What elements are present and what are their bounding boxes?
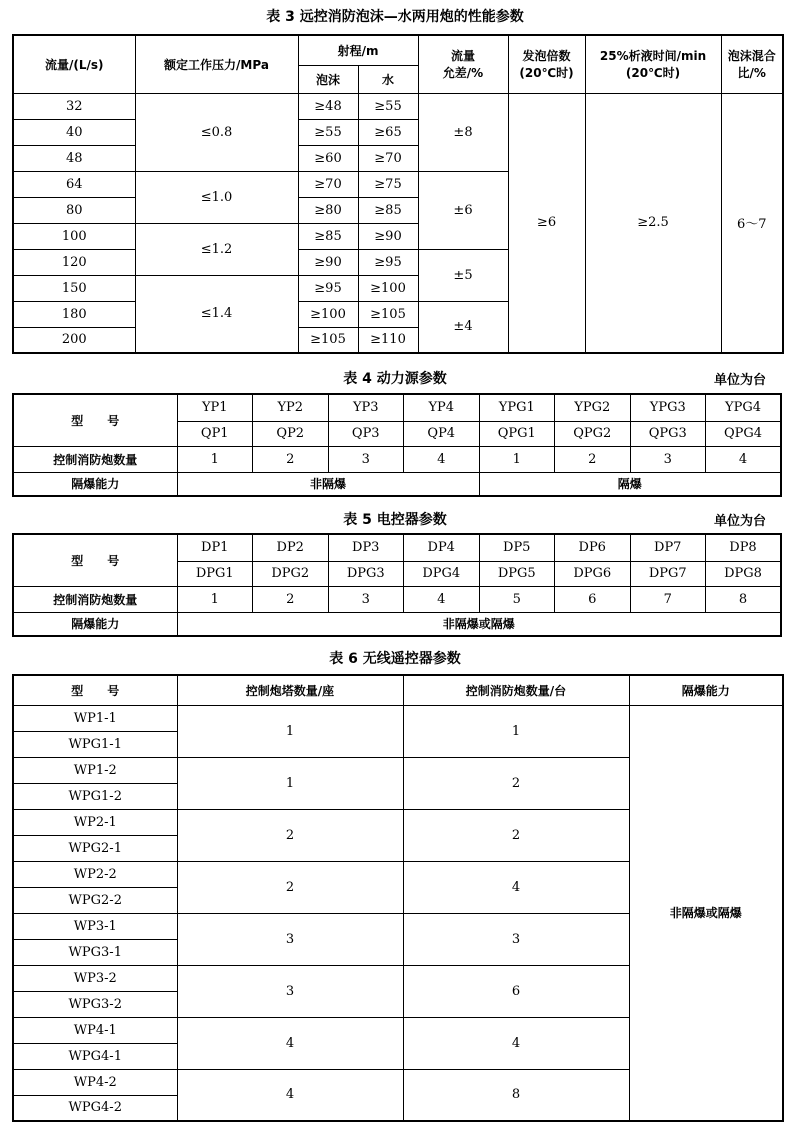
count-label: 控制消防炮数量 <box>13 586 177 612</box>
header-flow-tolerance-line1: 流量 <box>451 49 476 64</box>
model-cell: WPG1-1 <box>13 731 177 757</box>
model-cell: DP1 <box>177 534 253 561</box>
model-cell: YPG2 <box>555 394 631 421</box>
monitors-cell: 2 <box>403 757 629 809</box>
water-range-cell: ≥90 <box>358 223 418 249</box>
tolerance-cell: ±8 <box>418 93 508 171</box>
monitors-cell: 3 <box>403 913 629 965</box>
flow-cell: 150 <box>13 275 135 301</box>
flow-cell: 100 <box>13 223 135 249</box>
model-cell: DPG6 <box>555 561 631 586</box>
model-cell: YP1 <box>177 394 253 421</box>
model-cell: WPG2-1 <box>13 835 177 861</box>
header-flow: 流量/(L/s) <box>13 35 135 93</box>
model-cell: WP4-2 <box>13 1069 177 1095</box>
monitors-cell: 8 <box>403 1069 629 1121</box>
count-label: 控制消防炮数量 <box>13 446 177 472</box>
foam-range-cell: ≥80 <box>298 197 358 223</box>
tolerance-cell: ±5 <box>418 249 508 301</box>
monitors-cell: 4 <box>403 1017 629 1069</box>
model-cell: WP1-2 <box>13 757 177 783</box>
model-cell: WPG4-1 <box>13 1043 177 1069</box>
header-expansion-line1: 发泡倍数 <box>522 49 571 64</box>
header-range: 射程/m <box>298 35 418 65</box>
model-cell: WPG2-2 <box>13 887 177 913</box>
flow-cell: 32 <box>13 93 135 119</box>
model-cell: YPG4 <box>706 394 782 421</box>
model-cell: QPG1 <box>479 421 555 446</box>
water-range-cell: ≥110 <box>358 327 418 353</box>
model-cell: DPG4 <box>404 561 480 586</box>
model-cell: DP6 <box>555 534 631 561</box>
table3 <box>12 34 784 354</box>
water-range-cell: ≥100 <box>358 275 418 301</box>
header-mix-ratio <box>721 35 783 93</box>
flow-cell: 48 <box>13 145 135 171</box>
model-cell: DP7 <box>630 534 706 561</box>
header-expansion-line2: (20℃时) <box>519 66 574 81</box>
model-cell: WPG1-2 <box>13 783 177 809</box>
model-cell: WP1-1 <box>13 705 177 731</box>
table-row <box>13 705 783 731</box>
count-cell: 7 <box>630 586 706 612</box>
model-cell: YP3 <box>328 394 404 421</box>
expansion-cell: ≥6 <box>508 93 585 353</box>
foam-range-cell: ≥100 <box>298 301 358 327</box>
monitors-cell: 1 <box>403 705 629 757</box>
pressure-cell: ≤1.0 <box>135 171 298 223</box>
model-cell: WP4-1 <box>13 1017 177 1043</box>
flow-cell: 40 <box>13 119 135 145</box>
table4-unit: 单位为台 <box>713 373 766 388</box>
count-cell: 1 <box>479 446 555 472</box>
model-label: 型 号 <box>13 534 177 586</box>
header-mix-ratio-line2: 比/% <box>737 66 766 81</box>
header-model: 型 号 <box>13 675 177 705</box>
model-cell: YP4 <box>404 394 480 421</box>
explosion-label: 隔爆能力 <box>13 472 177 496</box>
pressure-cell: ≤0.8 <box>135 93 298 171</box>
count-cell: 4 <box>404 586 480 612</box>
towers-cell: 4 <box>177 1069 403 1121</box>
towers-cell: 3 <box>177 965 403 1017</box>
foam-range-cell: ≥90 <box>298 249 358 275</box>
water-range-cell: ≥65 <box>358 119 418 145</box>
towers-cell: 1 <box>177 705 403 757</box>
header-drain-time-line1: 25%析液时间/min <box>599 49 707 64</box>
model-cell: DPG2 <box>253 561 329 586</box>
model-cell: YPG1 <box>479 394 555 421</box>
model-cell: YPG3 <box>630 394 706 421</box>
tolerance-cell: ±6 <box>418 171 508 249</box>
count-cell: 2 <box>253 446 329 472</box>
foam-range-cell: ≥95 <box>298 275 358 301</box>
table4-caption: 表 4 动力源参数 <box>343 371 447 387</box>
pressure-cell: ≤1.2 <box>135 223 298 275</box>
model-cell: DPG7 <box>630 561 706 586</box>
model-cell: DPG5 <box>479 561 555 586</box>
pressure-cell: ≤1.4 <box>135 275 298 353</box>
table4 <box>12 393 782 497</box>
count-cell: 4 <box>404 446 480 472</box>
header-water: 水 <box>358 65 418 93</box>
model-cell: QP1 <box>177 421 253 446</box>
model-cell: QP4 <box>404 421 480 446</box>
model-cell: DP5 <box>479 534 555 561</box>
towers-cell: 2 <box>177 809 403 861</box>
monitors-cell: 2 <box>403 809 629 861</box>
towers-cell: 2 <box>177 861 403 913</box>
count-cell: 3 <box>630 446 706 472</box>
explosion-cell: 非隔爆或隔爆 <box>629 705 783 1121</box>
foam-range-cell: ≥55 <box>298 119 358 145</box>
table3-caption: 表 3 远控消防泡沫—水两用炮的性能参数 <box>266 9 524 25</box>
drain-time-cell: ≥2.5 <box>585 93 721 353</box>
foam-range-cell: ≥85 <box>298 223 358 249</box>
foam-range-cell: ≥60 <box>298 145 358 171</box>
flow-cell: 200 <box>13 327 135 353</box>
header-monitors: 控制消防炮数量/台 <box>403 675 629 705</box>
flow-cell: 180 <box>13 301 135 327</box>
explosion-label: 隔爆能力 <box>13 612 177 636</box>
header-foam: 泡沫 <box>298 65 358 93</box>
model-cell: QP2 <box>253 421 329 446</box>
explosion-value-left: 非隔爆 <box>177 472 479 496</box>
water-range-cell: ≥85 <box>358 197 418 223</box>
water-range-cell: ≥70 <box>358 145 418 171</box>
count-cell: 2 <box>253 586 329 612</box>
count-cell: 5 <box>479 586 555 612</box>
model-cell: WPG4-2 <box>13 1095 177 1121</box>
header-towers: 控制炮塔数量/座 <box>177 675 403 705</box>
foam-range-cell: ≥105 <box>298 327 358 353</box>
count-cell: 2 <box>555 446 631 472</box>
header-drain-time <box>585 35 721 93</box>
explosion-value: 非隔爆或隔爆 <box>177 612 781 636</box>
water-range-cell: ≥95 <box>358 249 418 275</box>
towers-cell: 3 <box>177 913 403 965</box>
table5-caption: 表 5 电控器参数 <box>343 512 447 528</box>
model-cell: DPG1 <box>177 561 253 586</box>
count-cell: 3 <box>328 586 404 612</box>
header-drain-time-line2: (20℃时) <box>625 66 681 81</box>
header-expansion <box>508 35 585 93</box>
model-cell: DP3 <box>328 534 404 561</box>
flow-cell: 64 <box>13 171 135 197</box>
model-cell: WPG3-2 <box>13 991 177 1017</box>
model-cell: DPG3 <box>328 561 404 586</box>
count-cell: 1 <box>177 586 253 612</box>
flow-cell: 80 <box>13 197 135 223</box>
count-cell: 4 <box>706 446 782 472</box>
model-cell: DPG8 <box>706 561 782 586</box>
model-cell: QPG4 <box>706 421 782 446</box>
model-cell: DP4 <box>404 534 480 561</box>
table6-caption: 表 6 无线遥控器参数 <box>329 651 461 667</box>
count-cell: 6 <box>555 586 631 612</box>
model-cell: WP3-1 <box>13 913 177 939</box>
count-cell: 3 <box>328 446 404 472</box>
model-cell: YP2 <box>253 394 329 421</box>
model-cell: WP3-2 <box>13 965 177 991</box>
model-cell: WPG3-1 <box>13 939 177 965</box>
model-cell: QPG2 <box>555 421 631 446</box>
table5-unit: 单位为台 <box>713 514 766 529</box>
count-cell: 8 <box>706 586 782 612</box>
count-cell: 1 <box>177 446 253 472</box>
model-cell: WP2-1 <box>13 809 177 835</box>
monitors-cell: 4 <box>403 861 629 913</box>
header-pressure: 额定工作压力/MPa <box>135 35 298 93</box>
mix-ratio-cell: 6～7 <box>721 93 783 353</box>
model-cell: QPG3 <box>630 421 706 446</box>
table6 <box>12 674 784 1122</box>
foam-range-cell: ≥48 <box>298 93 358 119</box>
water-range-cell: ≥75 <box>358 171 418 197</box>
towers-cell: 4 <box>177 1017 403 1069</box>
header-flow-tolerance <box>418 35 508 93</box>
flow-cell: 120 <box>13 249 135 275</box>
model-cell: WP2-2 <box>13 861 177 887</box>
header-flow-tolerance-line2: 允差/% <box>442 66 484 81</box>
towers-cell: 1 <box>177 757 403 809</box>
model-label: 型 号 <box>13 394 177 446</box>
model-cell: QP3 <box>328 421 404 446</box>
model-cell: DP2 <box>253 534 329 561</box>
header-mix-ratio-line1: 泡沫混合 <box>727 49 776 64</box>
foam-range-cell: ≥70 <box>298 171 358 197</box>
tolerance-cell: ±4 <box>418 301 508 353</box>
table5 <box>12 533 782 637</box>
header-explosion: 隔爆能力 <box>629 675 783 705</box>
water-range-cell: ≥105 <box>358 301 418 327</box>
explosion-value-right: 隔爆 <box>479 472 781 496</box>
water-range-cell: ≥55 <box>358 93 418 119</box>
monitors-cell: 6 <box>403 965 629 1017</box>
model-cell: DP8 <box>706 534 782 561</box>
